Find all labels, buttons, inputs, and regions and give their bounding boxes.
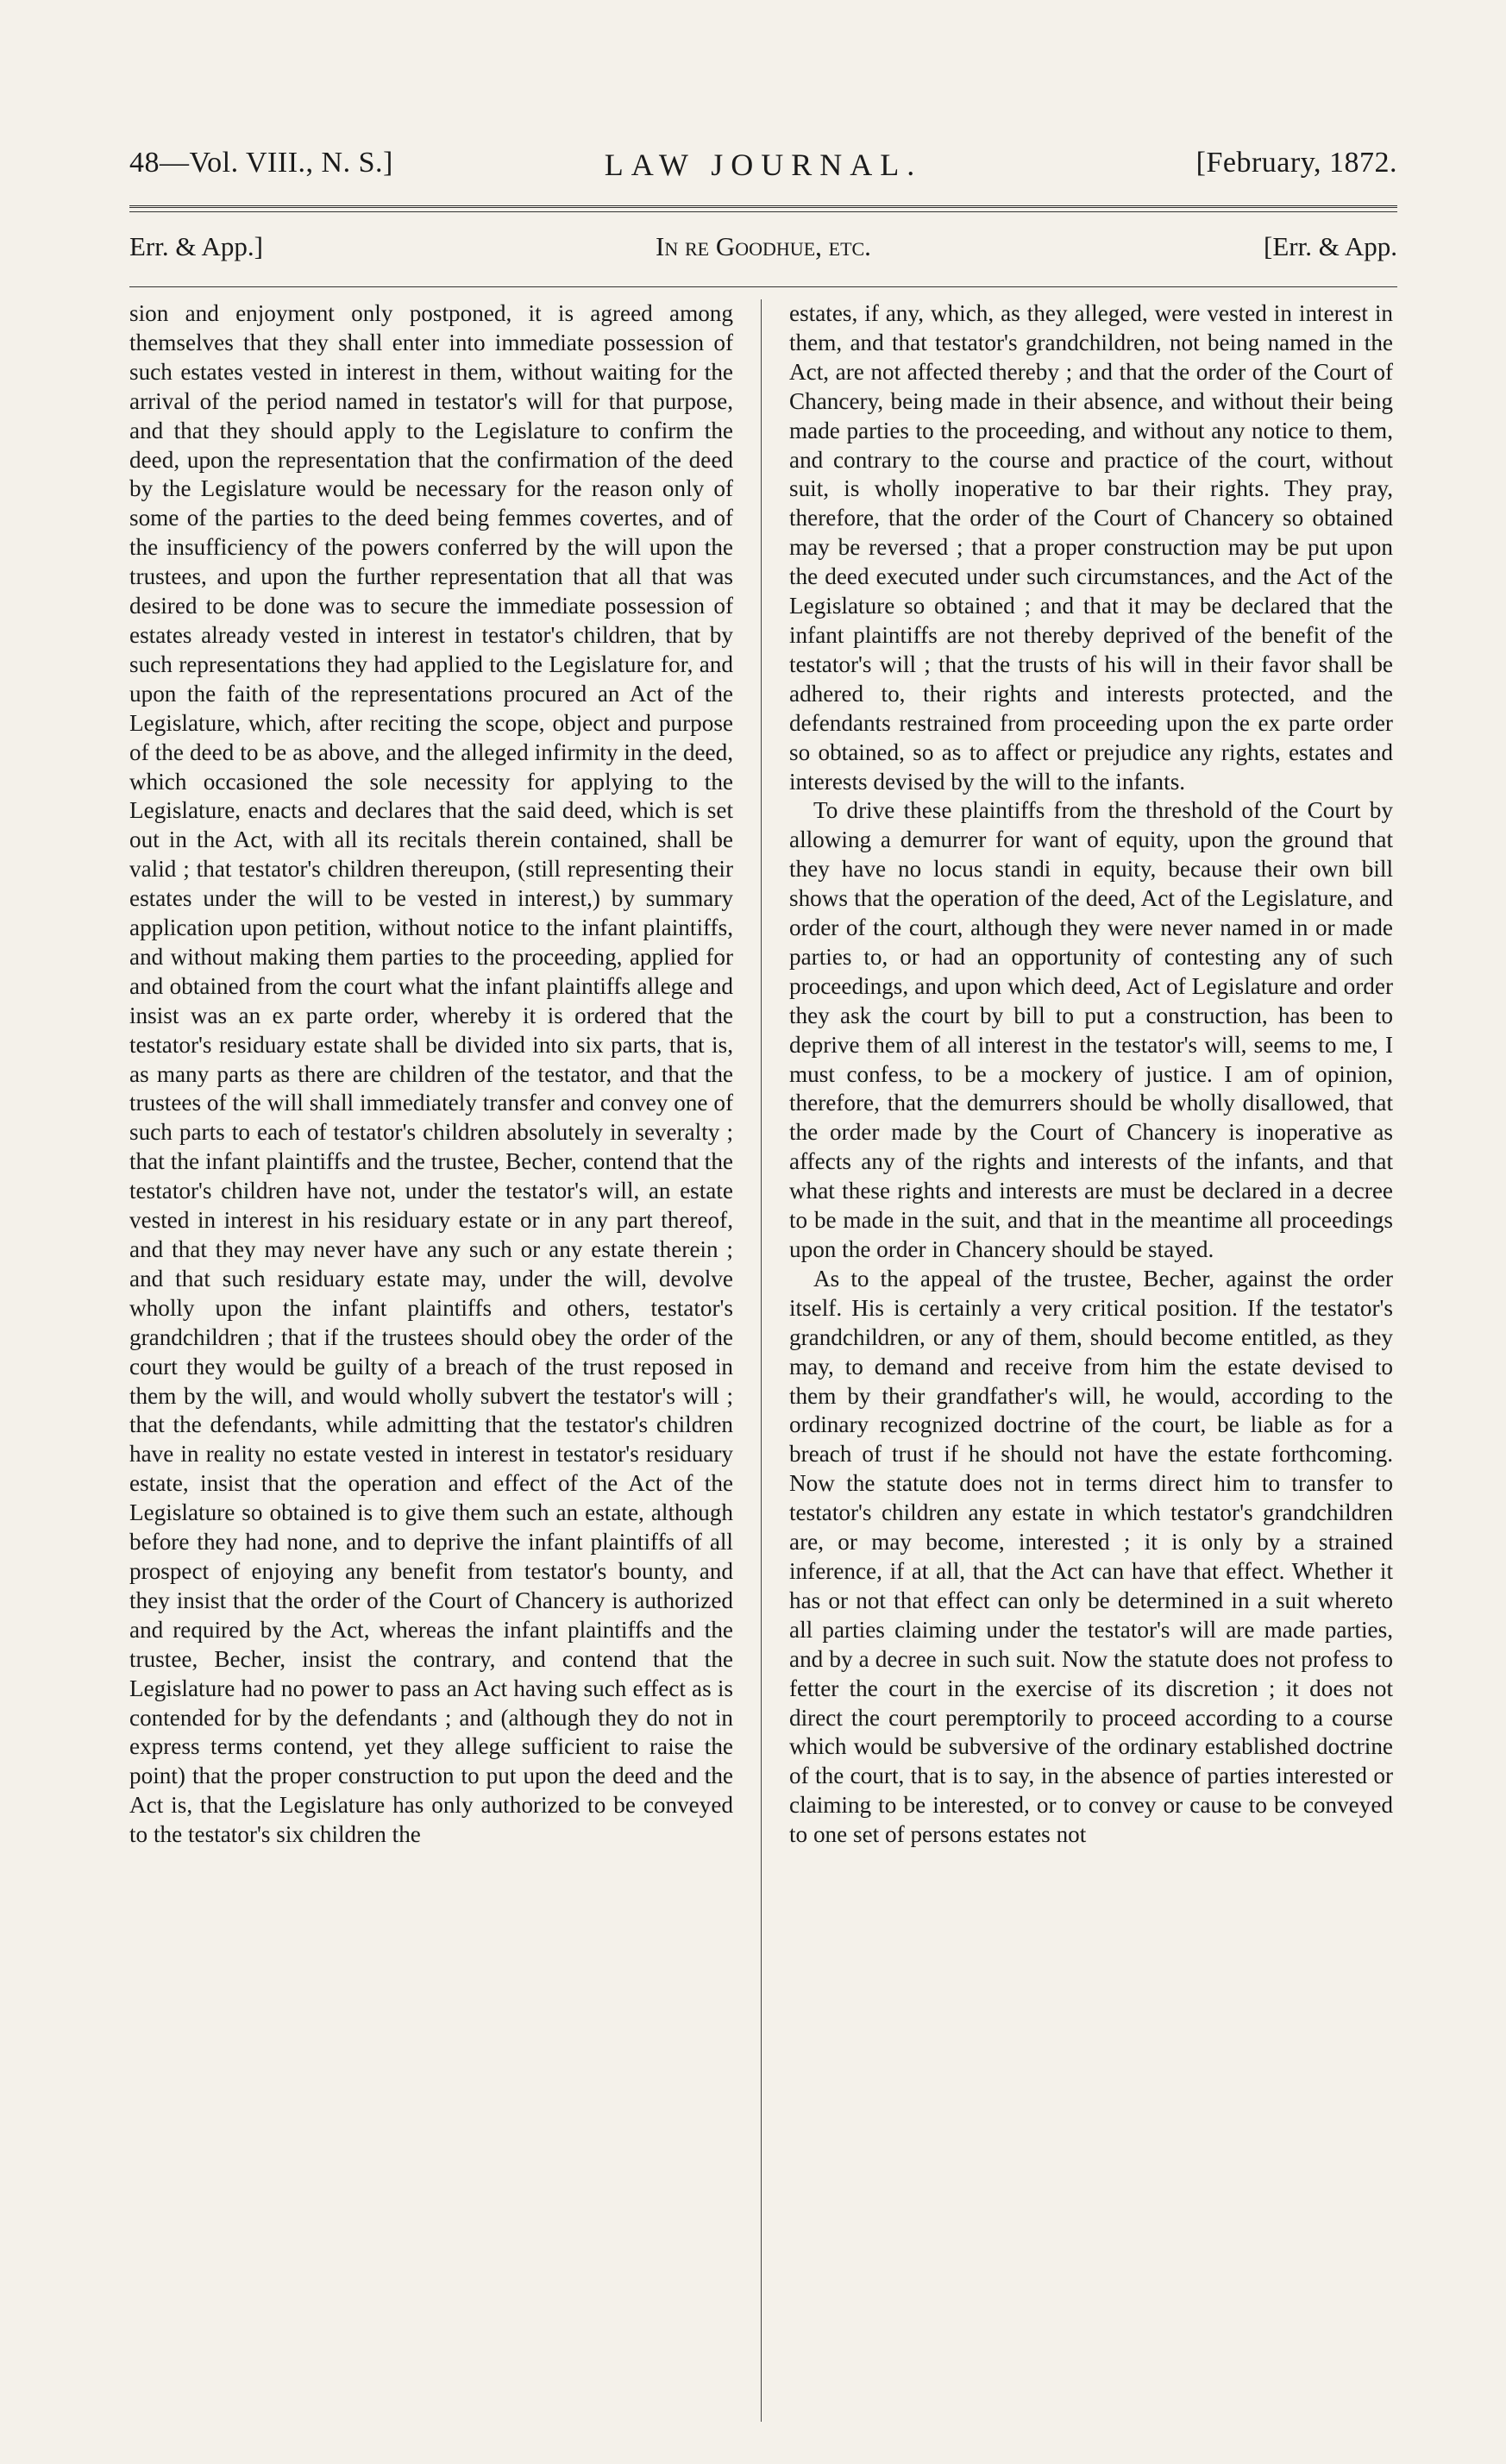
section-right: [Err. & App. [1264,231,1397,261]
issue-date: [February, 1872. [1195,147,1397,179]
case-title: In re Goodhue, etc. [656,231,871,261]
right-paragraph: As to the appeal of the trustee, Becher, against the order itself. His is certainly a very critical position. If the testator's grandchildren, or any of them, should become entitled, as they may, to demand and receive from him the estate devised to them by their grandfather's will, he would, according to the ordinary recognized doctrine of the court, be liable as for a breach of trust if he should not have the estate forthcoming. Now the statute does not in terms direct him to transfer to testator's children any estate in which testator's grandchildren are, or may become, interested ; it is only by a strained inference, if at all, that the Act can have that effect. Whether it has or not that effect can only be determined in a suit whereto all parties claiming under the testator's will are made parties, and by a decree in such suit. Now the statute does not profess to fetter the court in the exercise of its discretion ; it does not direct the court peremptorily to proceed according to a course which would be subversive of the ordinary established doctrine of the court, that is to say, in the absence of parties interested or claiming to be interested, or to convey or cause to be conveyed to one set of persons estates not [789,1265,1393,1848]
running-header [129,147,1397,198]
column-divider [761,299,762,2422]
right-column [789,299,1393,2422]
right-paragraph: To drive these plaintiffs from the threshold of the Court by allowing a demurrer for want of equity, upon the ground that they have no locus standi in equity, because their own bill shows that the operation of the deed, Act of the Legislature, and order of the court, although they were never named in or made parties to, or had an opportunity of contesting any of such proceedings, and upon which deed, Act of Legislature and order they ask the court by bill to put a construction, has been to deprive them of all interest in the testator's will, seems to me, I must confess, to be a mockery of justice. I am of opinion, therefore, that the demurrers should be wholly disallowed, that the order made by the Court of Chancery is inoperative as affects any of the rights and interests of the infants, and that what these rights and interests are must be declared in a decree to be made in the suit, and that in the meantime all proceedings upon the order in Chancery should be stayed. [789,797,1393,1262]
left-column [129,299,733,2422]
section-header [129,231,1397,280]
page [129,147,1397,2407]
text-columns [129,299,1397,2422]
volume-label: 48—Vol. VIII., N. S.] [129,147,393,179]
journal-title: LAW JOURNAL. [604,148,923,182]
right-paragraph: estates, if any, which, as they alleged, were vested in interest in them, and that testator's grandchildren, not being named in the Act, are not affected thereby ; and that the order of the Court of Chancery, being made in their absence, and without their being made parties to the proceeding, and without any notice to them, and contrary to the course and practice of the court, without suit, is wholly inoperative to bar their rights. They pray, therefore, that the order of the Court of Chancery so obtained may be reversed ; that a proper construction may be put upon the deed executed under such circumstances, and the Act of the Legislature so obtained ; and that it may be declared that the infant plaintiffs are not thereby deprived of the benefit of the testator's will ; that the trusts of his will in their favor shall be adhered to, their rights and interests protected, and the defendants restrained from proceeding upon the ex parte order so obtained, so as to affect or prejudice any rights, estates and interests devised by the will to the infants. [789,300,1393,795]
header-rule [129,205,1397,212]
section-left: Err. & App.] [129,231,263,261]
section-rule [129,286,1397,287]
left-paragraph: sion and enjoyment only postponed, it is agreed among themselves that they shall enter into immediate possession of such estates vested in interest in them, without waiting for the arrival of the period named in testator's will for that purpose, and that they should apply to the Legislature to confirm the deed, upon the representation that the confirmation of the deed by the Legislature would be necessary for the reason only of some of the parties to the deed being femmes covertes, and of the insufficiency of the powers conferred by the will upon the trustees, and upon the further representation that all that was desired to be done was to secure the immediate possession of estates already vested in interest in testator's children, that by such representations they had applied to the Legislature for, and upon the faith of the representations procured an Act of the Legislature, which, after reciting the scope, object and purpose of the deed to be as above, and the alleged infirmity in the deed, which occasioned the sole necessity for applying to the Legislature, enacts and declares that the said deed, which is set out in the Act, with all its recitals therein contained, shall be valid ; that testator's children thereupon, (still representing their estates under the will to be vested in interest,) by summary application upon petition, without notice to the infant plaintiffs, and without making them parties to the proceeding, applied for and obtained from the court what the infant plaintiffs allege and insist was an ex parte order, whereby it is ordered that the testator's residuary estate shall be divided into six parts, that is, as many parts as there are children of the testator, and that the trustees of the will shall immediately transfer and convey one of such parts to each of testator's children absolutely in severalty ; that the infant plaintiffs and the trustee, Becher, contend that the testator's children have not, under the testator's will, an estate vested in interest in his residuary estate or in any part thereof, and that they may never have any such or any estate therein ; and that such residuary estate may, under the will, devolve wholly upon the infant plaintiffs and others, testator's grandchildren ; that if the trustees should obey the order of the court they would be guilty of a breach of the trust reposed in them by the will, and would wholly subvert the testator's will ; that the defendants, while admitting that the testator's children have in reality no estate vested in interest in testator's residuary estate, insist that the operation and effect of the Act of the Legislature so obtained is to give them such an estate, although before they had none, and to deprive the infant plaintiffs of all prospect of enjoying any benefit from testator's bounty, and they insist that the order of the Court of Chancery is authorized and required by the Act, whereas the infant plaintiffs and the trustee, Becher, insist the contrary, and contend that the Legislature had no power to pass an Act having such effect as is contended for by the defendants ; and (although they do not in express terms contend, yet they allege sufficient to raise the point) that the proper construction to put upon the deed and the Act is, that the Legislature has only authorized to be conveyed to the testator's six children the [129,300,733,1848]
